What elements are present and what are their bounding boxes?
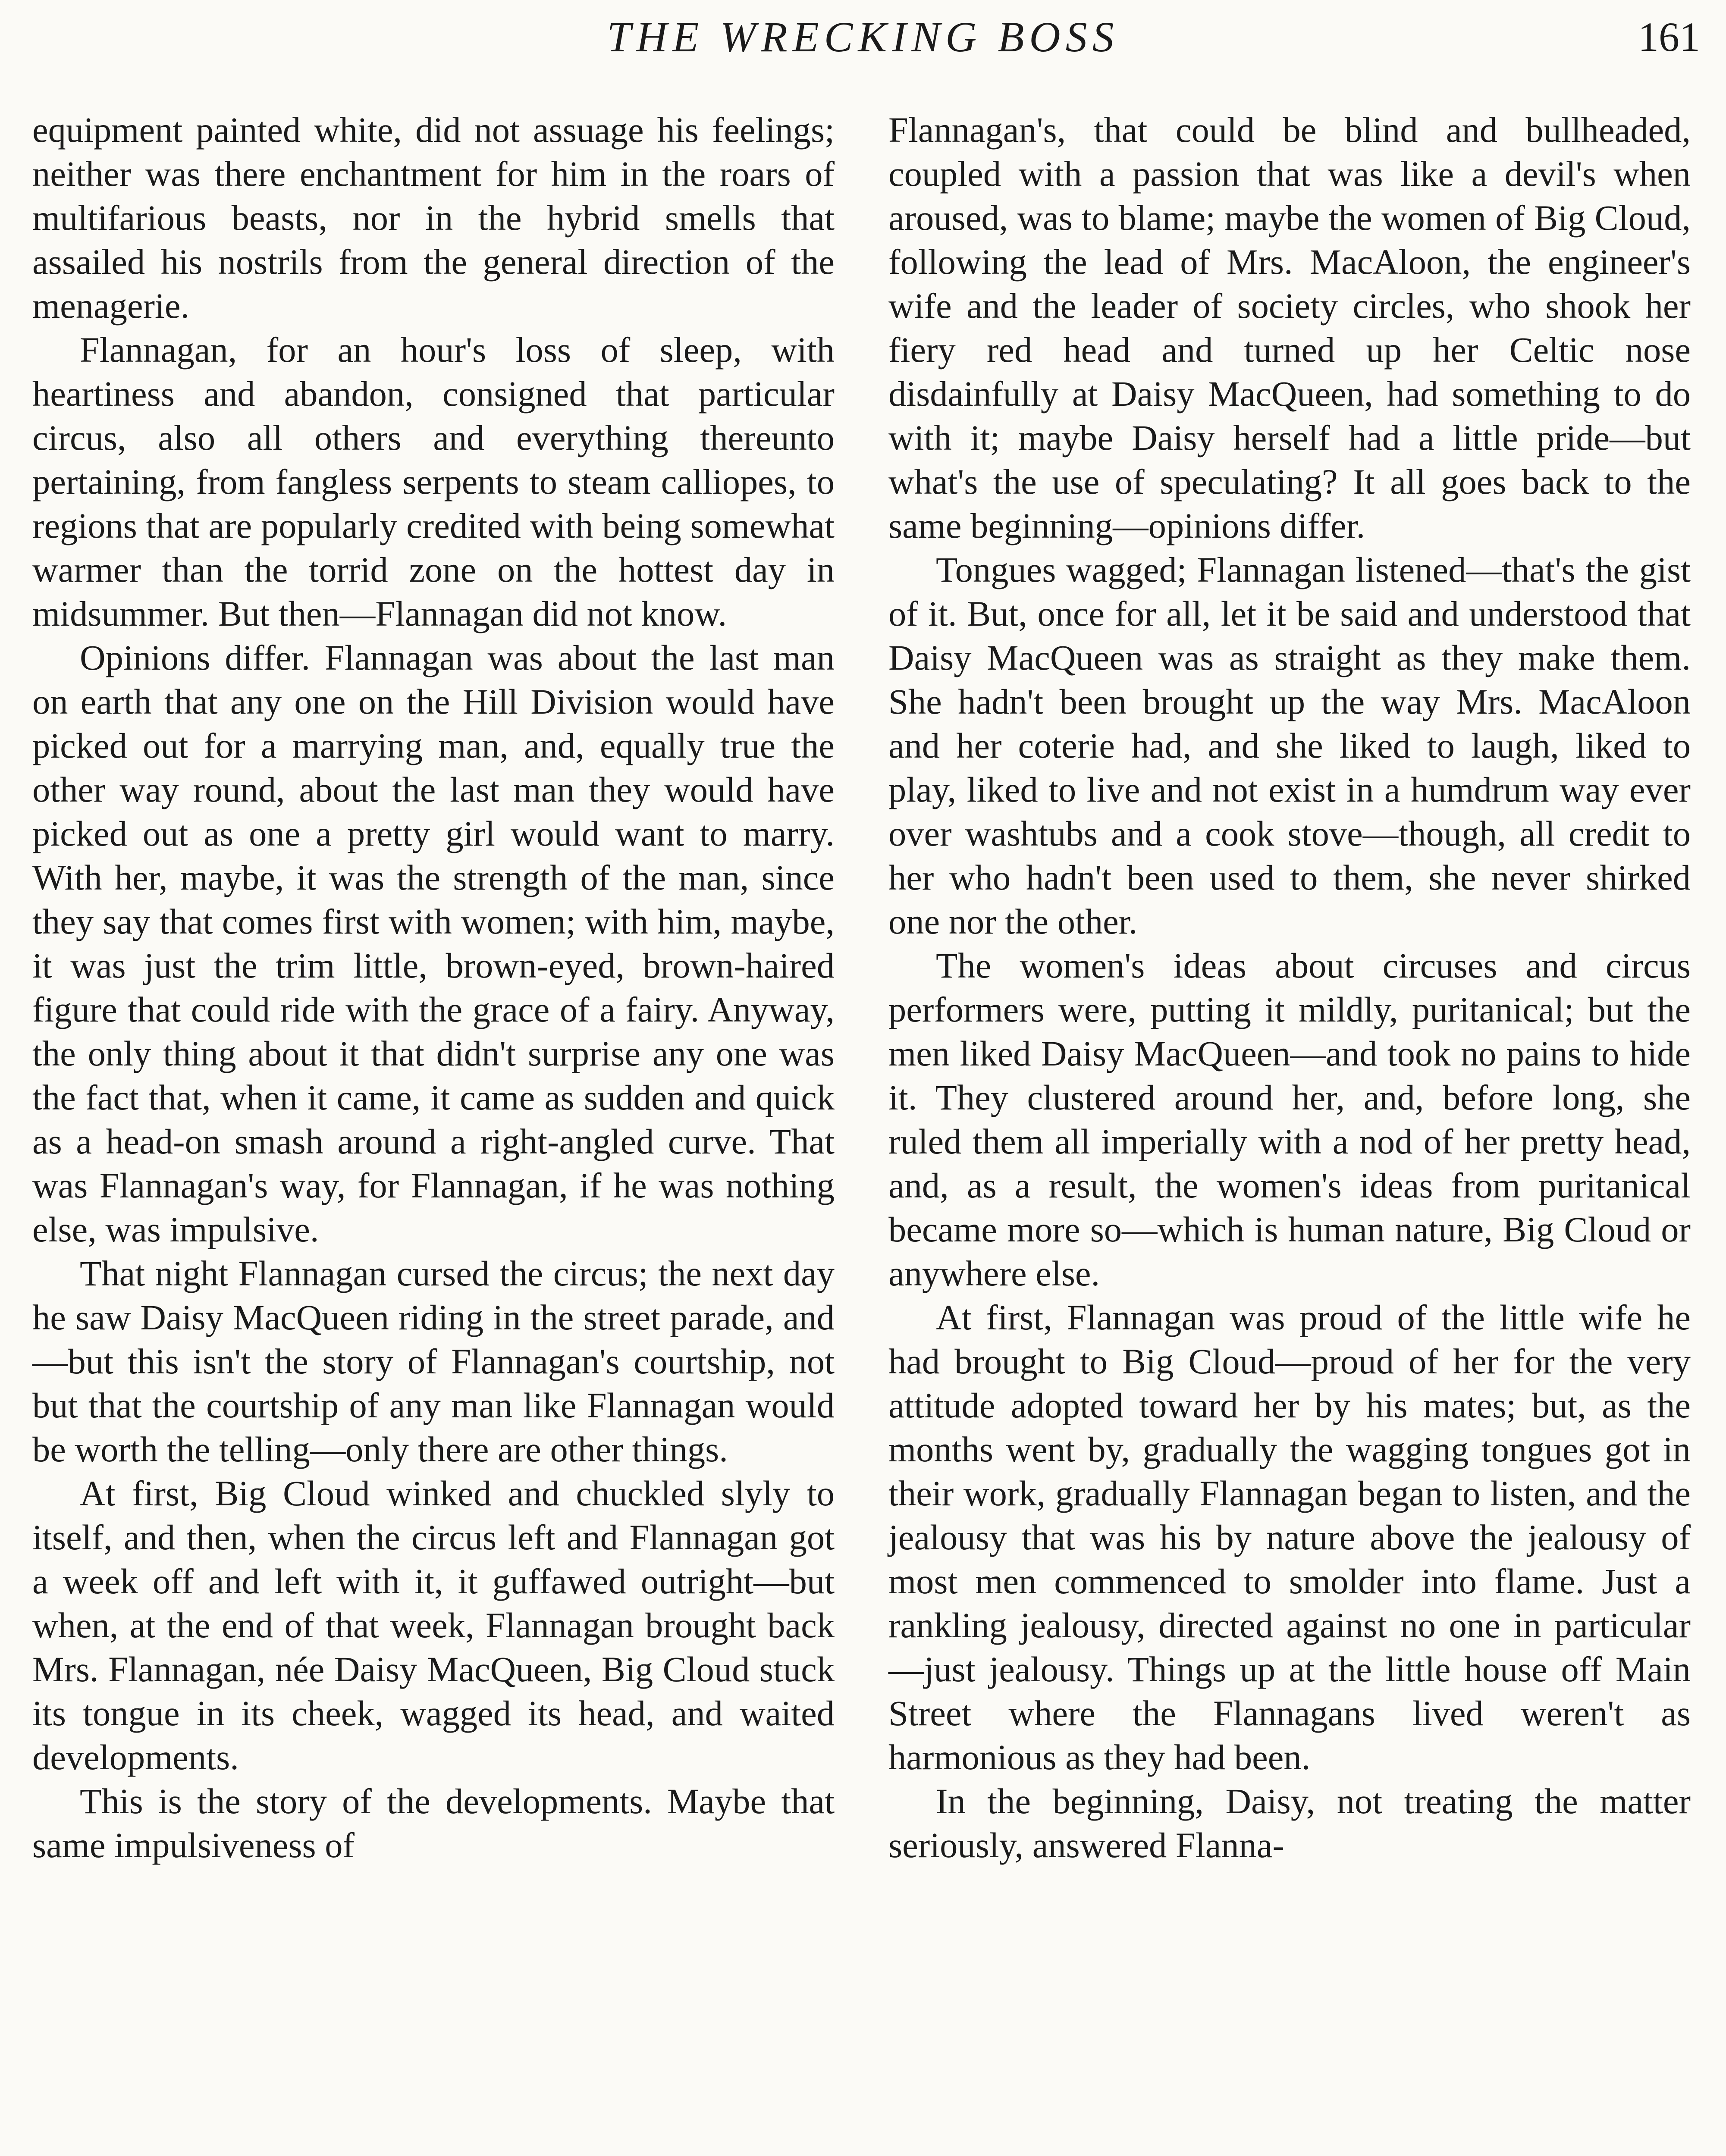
- paragraph: Flannagan's, that could be blind and bullheaded, coupled with a passion that was like a devil's when aroused, was to blame; maybe the women of Big Cloud, following the lead of Mrs. MacAloon, the engineer's wife and the leader of society circles, who shook her fiery red head and turned up her Celtic nose disdainfully at Daisy MacQueen, had something to do with it; maybe Daisy herself had a little pride—but what's the use of speculating? It all goes back to the same beginning—opinions differ.: [888, 110, 1691, 545]
- left-column: [32, 108, 835, 1867]
- paragraph: This is the story of the developments. Maybe that same impulsiveness of: [32, 1781, 835, 1865]
- paragraph: Tongues wagged; Flannagan listened—that's the gist of it. But, once for all, let it be said and understood that Daisy MacQueen was as straight as they make them. She hadn't been brought up the way Mrs. MacAloon and her coterie had, and she liked to laugh, liked to play, liked to live and not exist in a humdrum way ever over washtubs and a cook stove—though, all credit to her who hadn't been used to them, she never shirked one nor the other.: [888, 550, 1691, 941]
- paragraph: In the beginning, Daisy, not treating the matter seriously, answered Flanna-: [888, 1781, 1691, 1865]
- paragraph: At first, Flannagan was proud of the little wife he had brought to Big Cloud—proud of her for the very attitude adopted toward her by his mates; but, as the months went by, gradually the wagging tongues got in their work, gradually Flannagan began to listen, and the jealousy that was his by nature above the jealousy of most men commenced to smolder into flame. Just a rankling jealousy, directed against no one in particular—just jealousy. Things up at the little house off Main Street where the Flannagans lived weren't as harmonious as they had been.: [888, 1297, 1691, 1777]
- page-number: 161: [1638, 14, 1700, 60]
- paragraph: Flannagan, for an hour's loss of sleep, with heartiness and abandon, consigned that particular circus, also all others and everything thereunto pertaining, from fangless serpents to steam calliopes, to regions that are popularly credited with being somewhat warmer than the torrid zone on the hottest day in midsummer. But then—Flannagan did not know.: [32, 330, 835, 633]
- paragraph: At first, Big Cloud winked and chuckled slyly to itself, and then, when the circus left and Flannagan got a week off and left with it, it guffawed outright—but when, at the end of that week, Flannagan brought back Mrs. Flannagan, née Daisy MacQueen, Big Cloud stuck its tongue in its cheek, wagged its head, and waited developments.: [32, 1473, 835, 1777]
- right-column: [888, 108, 1691, 1867]
- paragraph: equipment painted white, did not assuage his feelings; neither was there enchantment for him in the roars of multifarious beasts, nor in the hybrid smells that assailed his nostrils from the general direction of the menagerie.: [32, 110, 835, 326]
- page-header: [0, 7, 1726, 72]
- paragraph: The women's ideas about circuses and circus performers were, putting it mildly, puritanical; but the men liked Daisy MacQueen—and took no pains to hide it. They clustered around her, and, before long, she ruled them all imperially with a nod of her pretty head, and, as a result, the women's ideas from puritanical became more so—which is human nature, Big Cloud or anywhere else.: [888, 946, 1691, 1293]
- paragraph: Opinions differ. Flannagan was about the last man on earth that any one on the Hill Division would have picked out for a marrying man, and, equally true the other way round, about the last man they would have picked out as one a pretty girl would want to marry. With her, maybe, it was the strength of the man, since they say that comes first with women; with him, maybe, it was just the trim little, brown-eyed, brown-haired figure that could ride with the grace of a fairy. Anyway, the only thing about it that didn't surprise any one was the fact that, when it came, it came as sudden and quick as a head-on smash around a right-angled curve. That was Flannagan's way, for Flannagan, if he was nothing else, was impulsive.: [32, 638, 835, 1249]
- running-title: THE WRECKING BOSS: [607, 13, 1119, 61]
- paragraph: That night Flannagan cursed the circus; the next day he saw Daisy MacQueen riding in the street parade, and—but this isn't the story of Flannagan's courtship, not but that the courtship of any man like Flannagan would be worth the telling—only there are other things.: [32, 1253, 835, 1469]
